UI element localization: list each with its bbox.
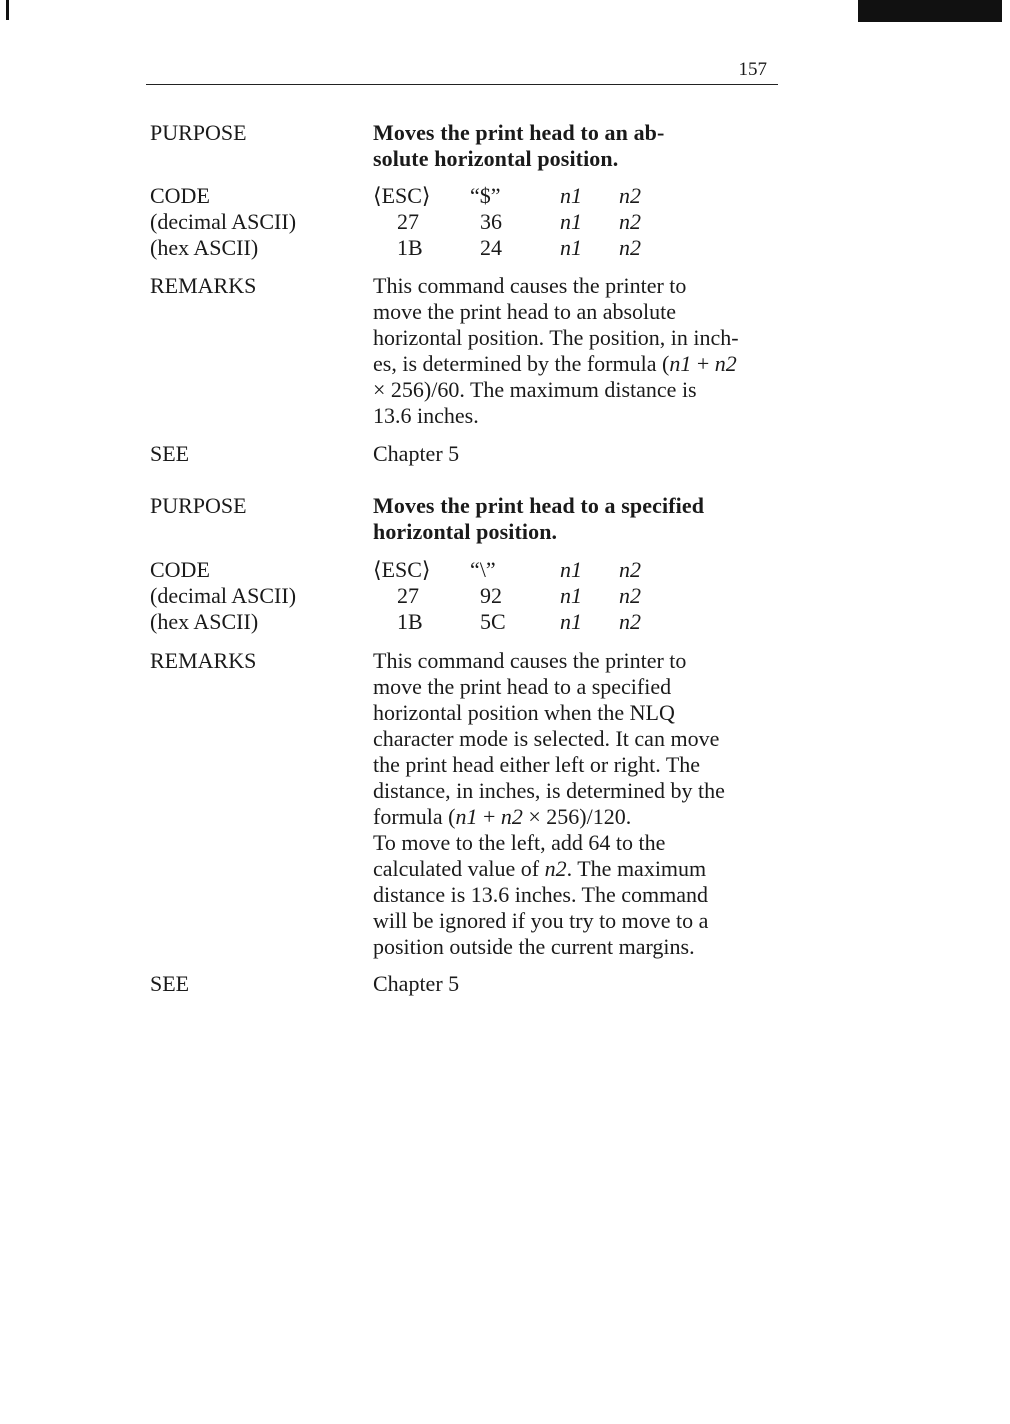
decimal-ascii-label: (decimal ASCII) [150, 583, 297, 608]
purpose-line: Moves the print head to an ab- [373, 120, 665, 145]
code-cell: 36 [480, 209, 502, 234]
code-cell: n1 [560, 183, 582, 208]
code-row-hex [373, 235, 770, 261]
remarks-line: character mode is selected. It can move [373, 726, 720, 751]
decimal-ascii-label: (decimal ASCII) [150, 209, 297, 234]
code-cell: n1 [560, 209, 582, 234]
remarks-line: position outside the current margins. [373, 934, 695, 959]
code-row-decimal [373, 209, 770, 235]
remarks-line: This command causes the printer to [373, 273, 687, 298]
hex-ascii-label: (hex ASCII) [150, 609, 259, 634]
see-label: SEE [150, 441, 190, 466]
remarks-line: calculated value of n2. The maximum [373, 856, 707, 881]
see-value: Chapter 5 [373, 441, 460, 466]
remarks-line: formula (n1 + n2 × 256)/120. [373, 804, 632, 829]
code-cell: n2 [619, 183, 641, 208]
remarks-line: distance, in inches, is determined by the [373, 778, 725, 803]
purpose-line: horizontal position. [373, 519, 558, 544]
code-label: CODE [150, 183, 210, 208]
remarks-text [373, 273, 770, 429]
purpose-line: Moves the print head to a specified [373, 493, 705, 518]
scan-mark-right [858, 0, 1002, 22]
remarks-line: distance is 13.6 inches. The command [373, 882, 709, 907]
purpose-text [373, 493, 770, 545]
code-cell: “\” [470, 557, 496, 582]
remarks-line: horizontal position when the NLQ [373, 700, 675, 725]
variable-n1: n1 [669, 351, 692, 376]
code-cell: n1 [560, 557, 582, 582]
code-cell: ⟨ESC⟩ [373, 183, 431, 208]
remarks-line: es, is determined by the formula (n1 + n2 [373, 351, 737, 376]
variable-n2: n2 [714, 351, 737, 376]
remarks-line: move the print head to a specified [373, 674, 672, 699]
remarks-label: REMARKS [150, 648, 257, 673]
remarks-line: This command causes the printer to [373, 648, 687, 673]
variable-n2: n2 [544, 856, 567, 881]
code-cell: n2 [619, 209, 641, 234]
code-cell: “$” [470, 183, 501, 208]
code-cell: n1 [560, 235, 582, 260]
remarks-line: horizontal position. The position, in inch- [373, 325, 739, 350]
see-label: SEE [150, 971, 190, 996]
remarks-line: × 256)/60. The maximum distance is [373, 377, 697, 402]
remarks-line: the print head either left or right. The [373, 752, 701, 777]
see-value: Chapter 5 [373, 971, 460, 996]
code-cell: n1 [560, 609, 582, 634]
code-row-esc [373, 183, 770, 209]
code-cell: n1 [560, 583, 582, 608]
code-cell: 24 [480, 235, 502, 260]
code-cell: 1B [397, 609, 423, 634]
code-row-decimal [373, 583, 770, 609]
header-rule [146, 84, 778, 85]
code-label: CODE [150, 557, 210, 582]
code-row-hex [373, 609, 770, 635]
purpose-text [373, 120, 770, 172]
hex-ascii-label: (hex ASCII) [150, 235, 259, 260]
code-cell: 5C [480, 609, 506, 634]
purpose-label: PURPOSE [150, 493, 247, 518]
remarks-label: REMARKS [150, 273, 257, 298]
code-cell: 27 [397, 583, 419, 608]
variable-n1: n1 [455, 804, 478, 829]
remarks-text [373, 648, 770, 960]
code-cell: 92 [480, 583, 502, 608]
code-cell: n2 [619, 609, 641, 634]
code-cell: n2 [619, 557, 641, 582]
remarks-line: 13.6 inches. [373, 403, 479, 428]
remarks-line: will be ignored if you try to move to a [373, 908, 709, 933]
code-row-esc [373, 557, 770, 583]
code-cell: n2 [619, 583, 641, 608]
remarks-line: To move to the left, add 64 to the [373, 830, 666, 855]
page-number: 157 [738, 59, 767, 80]
code-cell: 1B [397, 235, 423, 260]
code-cell: 27 [397, 209, 419, 234]
purpose-label: PURPOSE [150, 120, 247, 145]
remarks-line: move the print head to an absolute [373, 299, 677, 324]
variable-n2: n2 [500, 804, 523, 829]
purpose-line: solute horizontal position. [373, 146, 619, 171]
scan-mark-left [6, 0, 9, 20]
code-cell: ⟨ESC⟩ [373, 557, 431, 582]
code-cell: n2 [619, 235, 641, 260]
